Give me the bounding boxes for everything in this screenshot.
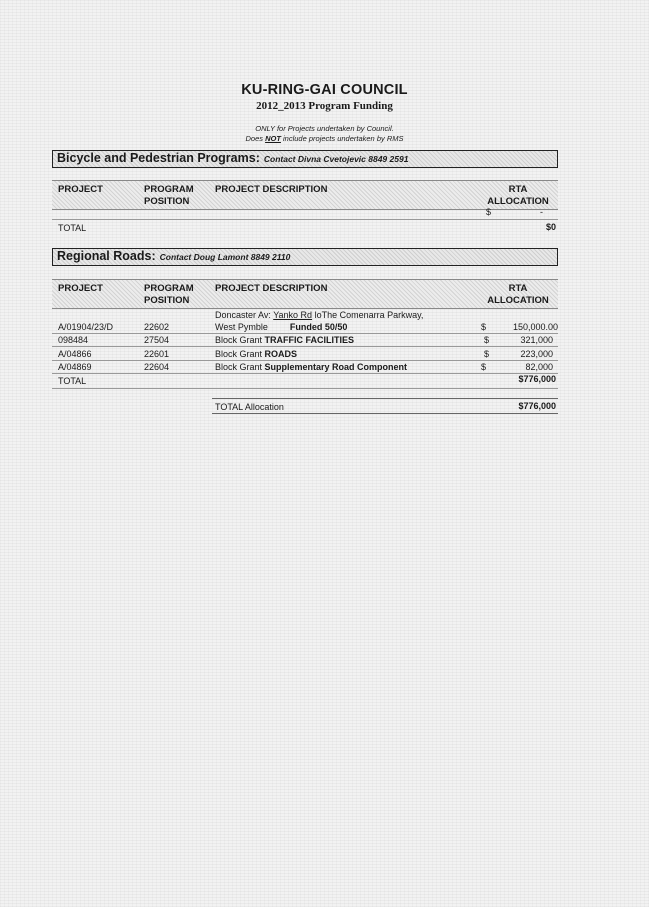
row3-position: 22601: [144, 349, 170, 359]
row-divider: [52, 360, 558, 361]
section2-total-value: $776,000: [518, 374, 556, 384]
row1-description-line1: [215, 310, 423, 320]
col-rta-header: [478, 283, 558, 307]
col-rta-line1: RTA: [508, 283, 528, 294]
col-rta-line1: RTA: [508, 184, 528, 195]
row4-amount: 82,000: [525, 362, 553, 372]
row3-project: A/04866: [58, 349, 92, 359]
row1-description-line2: [215, 322, 347, 332]
desc-text: Doncaster Av:: [215, 310, 274, 320]
note-line-2-pre: Does: [245, 134, 266, 143]
col-program-line2: POSITION: [144, 295, 190, 306]
desc-underlined: Yanko Rd: [273, 310, 313, 320]
note-line-1: ONLY for Projects undertaken by Council.: [255, 124, 394, 133]
grand-total-value: $776,000: [518, 401, 556, 411]
desc-text: loThe Comenarra Parkway,: [312, 310, 424, 320]
col-project-header: PROJECT: [58, 184, 103, 195]
col-program-line1: PROGRAM: [144, 283, 194, 294]
col-project-header: PROJECT: [58, 283, 103, 294]
row4-description: [215, 362, 407, 372]
desc-text: West Pymble: [215, 322, 268, 332]
row-divider: [52, 346, 558, 347]
section-contact: Contact Divna Cvetojevic 8849 2591: [263, 154, 409, 164]
row2-description: [215, 335, 354, 345]
grand-total-rule: [212, 413, 558, 414]
col-program-line1: PROGRAM: [144, 184, 194, 195]
note-line-2-post: include projects undertaken by RMS: [280, 134, 404, 143]
row4-position: 22604: [144, 362, 170, 372]
section-title: Regional Roads:: [57, 249, 156, 263]
section1-total-value: $0: [545, 222, 556, 232]
grand-total-rule: [212, 398, 558, 399]
col-description-header: PROJECT DESCRIPTION: [215, 184, 328, 195]
row1-currency: $: [481, 322, 487, 332]
row4-project: A/04869: [58, 362, 92, 372]
col-rta-header: [478, 184, 558, 208]
program-subtitle: 2012_2013 Program Funding: [256, 100, 393, 112]
desc-bold: ROADS: [264, 349, 298, 359]
note-line-2-emphasis: NOT: [265, 134, 281, 143]
col-description-header: PROJECT DESCRIPTION: [215, 283, 328, 294]
section-banner-regional-roads: [52, 248, 558, 266]
col-rta-line2: ALLOCATION: [487, 295, 549, 306]
blank-currency: $: [486, 207, 492, 217]
row1-position: 22602: [144, 322, 170, 332]
row2-amount: 321,000: [520, 335, 553, 345]
desc-text: Block Grant: [215, 349, 265, 359]
row-divider: [52, 373, 558, 374]
col-program-header: [144, 283, 194, 307]
blank-amount: -: [540, 207, 543, 217]
council-title: KU-RING-GAI COUNCIL: [241, 82, 408, 98]
desc-bold: Funded 50/50: [289, 322, 348, 332]
section1-total-label: TOTAL: [58, 223, 87, 233]
row2-project: 098484: [58, 335, 89, 345]
section-title: Bicycle and Pedestrian Programs:: [57, 151, 260, 165]
col-rta-line2: ALLOCATION: [487, 196, 549, 207]
row-divider: [52, 333, 558, 334]
row1-amount: 150,000.00: [512, 322, 558, 332]
section2-total-label: TOTAL: [58, 376, 87, 386]
row1-project: A/01904/23/D: [58, 322, 114, 332]
row3-description: [215, 349, 297, 359]
desc-text: Block Grant: [215, 335, 265, 345]
row4-currency: $: [481, 362, 487, 372]
row-divider: [52, 388, 558, 389]
row3-currency: $: [484, 349, 490, 359]
col-program-line2: POSITION: [144, 196, 190, 207]
section-contact: Contact Doug Lamont 8849 2110: [159, 252, 291, 262]
note-line-2: [0, 134, 649, 143]
col-program-header: [144, 184, 194, 208]
desc-bold: TRAFFIC FACILITIES: [264, 335, 355, 345]
table-header-row: [52, 180, 558, 210]
desc-bold: Supplementary Road Component: [264, 362, 408, 372]
row-divider: [52, 219, 558, 220]
grand-total-label: TOTAL Allocation: [215, 402, 284, 412]
table-header-row: [52, 279, 558, 309]
row2-currency: $: [484, 335, 490, 345]
desc-text: Block Grant: [215, 362, 265, 372]
row3-amount: 223,000: [520, 349, 553, 359]
row2-position: 27504: [144, 335, 170, 345]
section-banner-bicycle: [52, 150, 558, 168]
